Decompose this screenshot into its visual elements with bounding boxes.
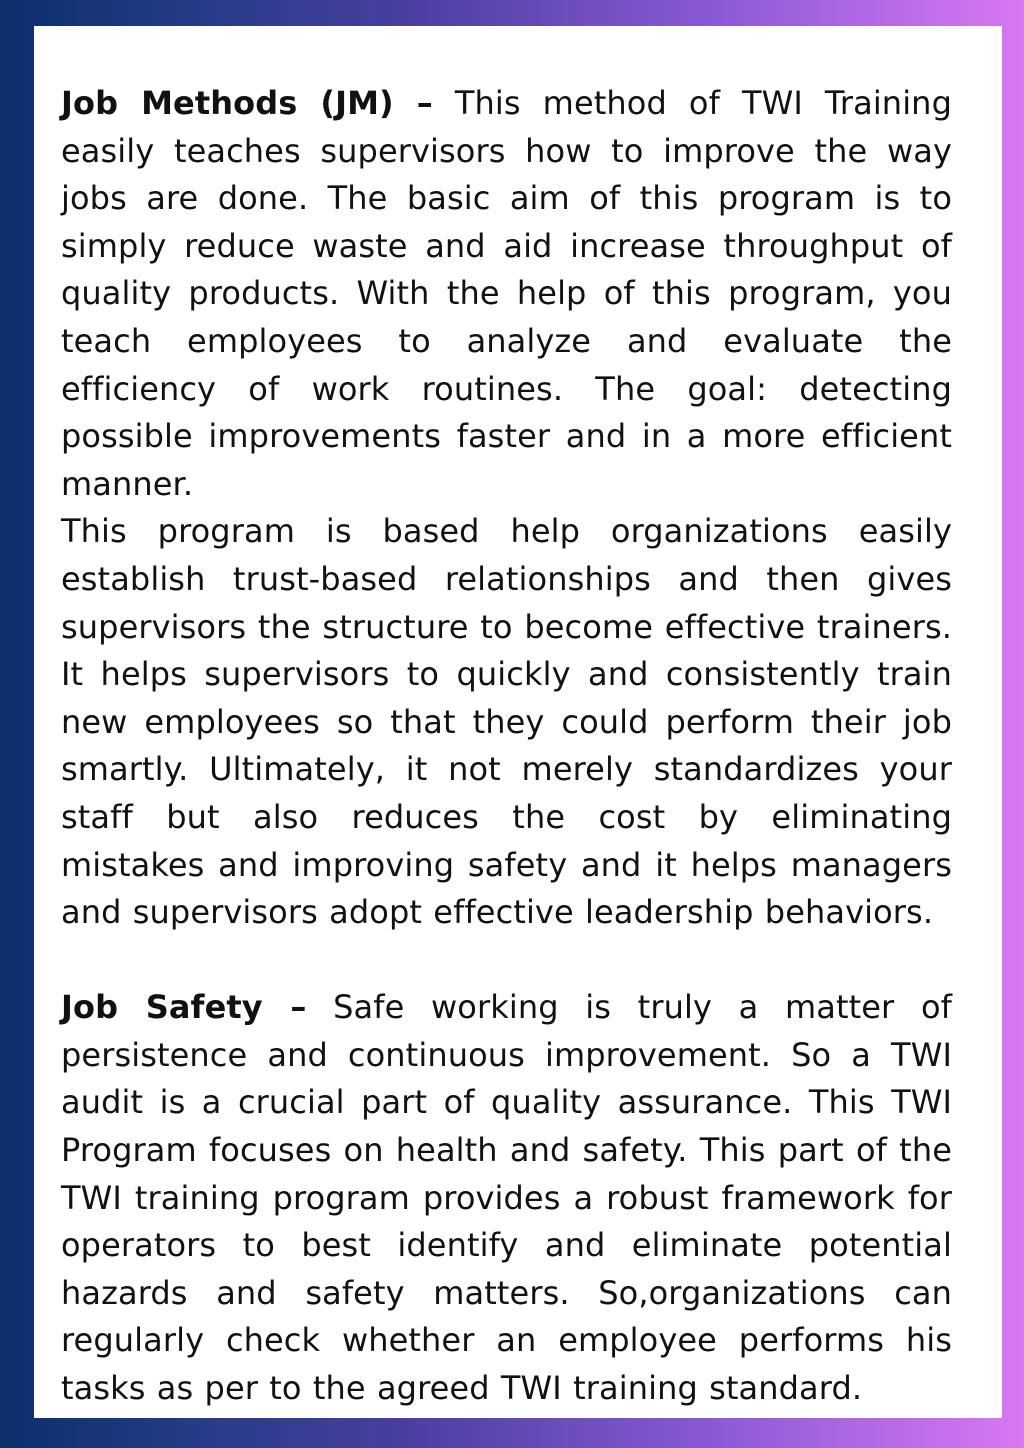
job-safety-paragraph <box>61 984 952 1412</box>
job-safety-text: Safe working is truly a matter of persistence and continuous improvement. So a TWI audit is a crucial part of quality assurance. This TWI Program focuses on health and safety. This part of the TWI training program provides a robust framework for operators to best identify and eliminate potential hazards and safety matters. So,organizations can regularly check whether an employee performs his tasks as per to the agreed TWI training standard. <box>61 988 953 1408</box>
job-methods-paragraph <box>61 80 952 508</box>
job-methods-continuation-text: This program is based help organizations easily establish trust-based relationships and then gives supervisors the structure to become effective trainers. It helps supervisors to quickly and consistently train new employees so that they could perform their job smartly. Ultimately, it not merely standardizes your staff but also reduces the cost by eliminating mistakes and improving safety and it helps managers and supervisors adopt effective leadership behaviors. <box>61 512 952 932</box>
job-methods-text: This method of TWI Training easily teaches supervisors how to improve the way jobs are done. The basic aim of this program is to simply reduce waste and aid increase throughput of quality products. With the help of this program, you teach employees to analyze and evaluate the efficiency of work routines. The goal: detecting possible improvements faster and in a more efficient manner. <box>61 84 952 503</box>
job-safety-heading: Job Safety – <box>61 988 307 1027</box>
job-methods-continuation-paragraph <box>61 508 952 936</box>
job-methods-heading: Job Methods (JM) – <box>61 84 433 122</box>
content-card <box>34 26 1002 1418</box>
paragraph-spacer <box>61 937 952 985</box>
